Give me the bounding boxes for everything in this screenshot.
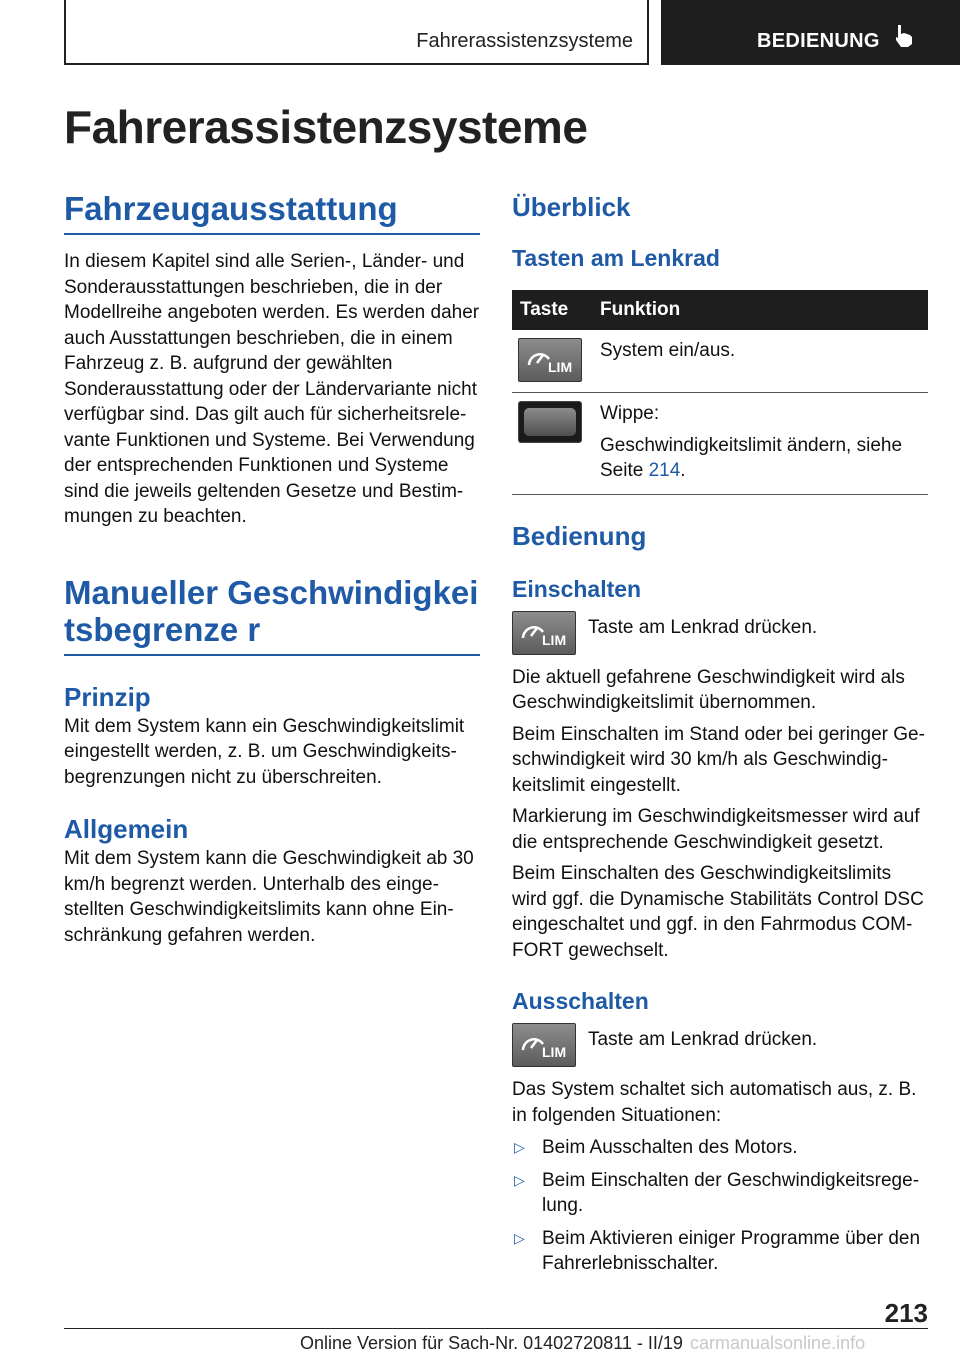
allgemein-text: Mit dem System kann die Geschwindigkeit ab 30 km/h begrenzt werden. Unterhalb des eingestellten Geschwindigkeitslimits kann ohne Einschränkung gefahren werden. xyxy=(64,848,474,946)
heading-tasten-am-lenkrad: Tasten am Lenkrad xyxy=(512,245,720,271)
header-chapter-label: BEDIENUNG xyxy=(757,30,880,52)
footer-online-version: Online Version für Sach-Nr. 01402720811 - II/19 xyxy=(300,1333,683,1353)
page-link-214[interactable]: 214 xyxy=(648,460,681,481)
table-row xyxy=(512,330,928,393)
einschalten-p2: Beim Einschalten im Stand oder bei geringer Geschwindigkeit wird 30 km/h als Geschwindigkeitslimit eingestellt. xyxy=(512,723,925,796)
row2-line1: Wippe: xyxy=(600,403,660,424)
heading-prinzip: Prinzip xyxy=(64,681,151,712)
heading-fahrzeugausstattung: Fahrzeugausstattung xyxy=(64,190,480,235)
svg-text:LIM: LIM xyxy=(542,631,567,648)
einschalten-icon-text: Taste am Lenkrad drücken. xyxy=(588,616,818,638)
ausschalten-p1: Das System schaltet sich automatisch aus, z. B. in folgenden Situationen: xyxy=(512,1079,917,1126)
lim-button-icon xyxy=(512,1023,576,1067)
heading-ueberblick: Überblick xyxy=(512,192,631,222)
ausschalten-instruction xyxy=(512,1023,928,1067)
einschalten-instruction xyxy=(512,611,928,655)
einschalten-p4: Beim Einschalten des Geschwindigkeitslimits wird ggf. die Dynamische Stabilitäts Control DSC eingeschaltet und ggf. in den Fahrmodus COMFORT gewechselt. xyxy=(512,863,924,961)
row2-line2: Geschwindigkeitslimit ändern, siehe Seite 214. xyxy=(600,434,903,481)
footer-divider xyxy=(64,1328,928,1329)
triangle-bullet-icon: ▷ xyxy=(514,1229,525,1246)
table-row xyxy=(512,393,928,495)
page-title: Fahrerassistenzsysteme xyxy=(64,101,588,153)
header-chapter-tab xyxy=(661,0,960,65)
header-section-label: Fahrerassistenzsysteme xyxy=(416,30,633,52)
heading-manueller-begrenzer: Manueller Geschwindigkeitsbegrenze r xyxy=(64,574,480,656)
table-header-taste: Taste xyxy=(512,290,592,330)
svg-text:LIM: LIM xyxy=(542,1044,567,1060)
rocker-switch-icon xyxy=(518,401,582,443)
row1-function: System ein/aus. xyxy=(592,330,928,393)
triangle-bullet-icon: ▷ xyxy=(514,1139,525,1155)
fahrzeugausstattung-text: In diesem Kapitel sind alle Serien-, Länder- und Sonderausstattungen beschrieben, die in der Modellreihe angeboten werden. Es werden daher auch Ausstattungen beschrieben, die in einem Fahrzeug z. B. aufgrund der gewählten Sonderausstattung oder der Ländervariante nicht verfügbar sind. Das gilt auch für sicherheitsrelevante Funktionen und Systeme. Bei Verwendung der entsprechenden Funktionen und Systeme sind die jeweils geltenden Gesetze und Bestimmungen zu beachten. xyxy=(64,251,480,527)
heading-allgemein: Allgemein xyxy=(64,814,189,844)
einschalten-p3: Markierung im Geschwindigkeitsmesser wird auf die entsprechende Geschwindigkeit gesetzt. xyxy=(512,806,920,853)
heading-ausschalten: Ausschalten xyxy=(512,988,649,1014)
heading-einschalten: Einschalten xyxy=(512,575,642,602)
header-section-tab xyxy=(64,0,649,65)
left-column xyxy=(64,190,480,948)
footer-watermark: carmanualsonline.info xyxy=(690,1333,866,1353)
ausschalten-icon-text: Taste am Lenkrad drücken. xyxy=(588,1029,818,1050)
right-column xyxy=(512,190,928,1277)
heading-bedienung: Bedienung xyxy=(512,520,647,551)
svg-text:LIM: LIM xyxy=(548,359,573,375)
pointing-hand-icon xyxy=(893,24,915,48)
lim-button-icon xyxy=(518,338,582,382)
lim-button-icon xyxy=(512,611,576,655)
row2-function xyxy=(592,393,928,495)
list-item: ▷ Beim Aktivieren einiger Programme über den Fahrerlebnisschalter. xyxy=(514,1227,921,1274)
list-item: ▷ Beim Einschalten der Geschwindigkeitsregelung. xyxy=(514,1169,920,1216)
buttons-table xyxy=(512,290,928,495)
table-header-funktion: Funktion xyxy=(592,290,928,330)
triangle-bullet-icon: ▷ xyxy=(514,1171,525,1188)
prinzip-text: Mit dem System kann ein Geschwindigkeitslimit eingestellt werden, z. B. um Geschwindigkeitsbegrenzungen nicht zu überschreiten. xyxy=(64,715,465,788)
page-number: 213 xyxy=(884,1298,928,1328)
einschalten-p1: Die aktuell gefahrene Geschwindigkeit wird als Geschwindigkeitslimit übernommen. xyxy=(512,666,905,713)
list-item: ▷ Beim Ausschalten des Motors. xyxy=(512,1135,928,1161)
ausschalten-list xyxy=(512,1135,928,1277)
